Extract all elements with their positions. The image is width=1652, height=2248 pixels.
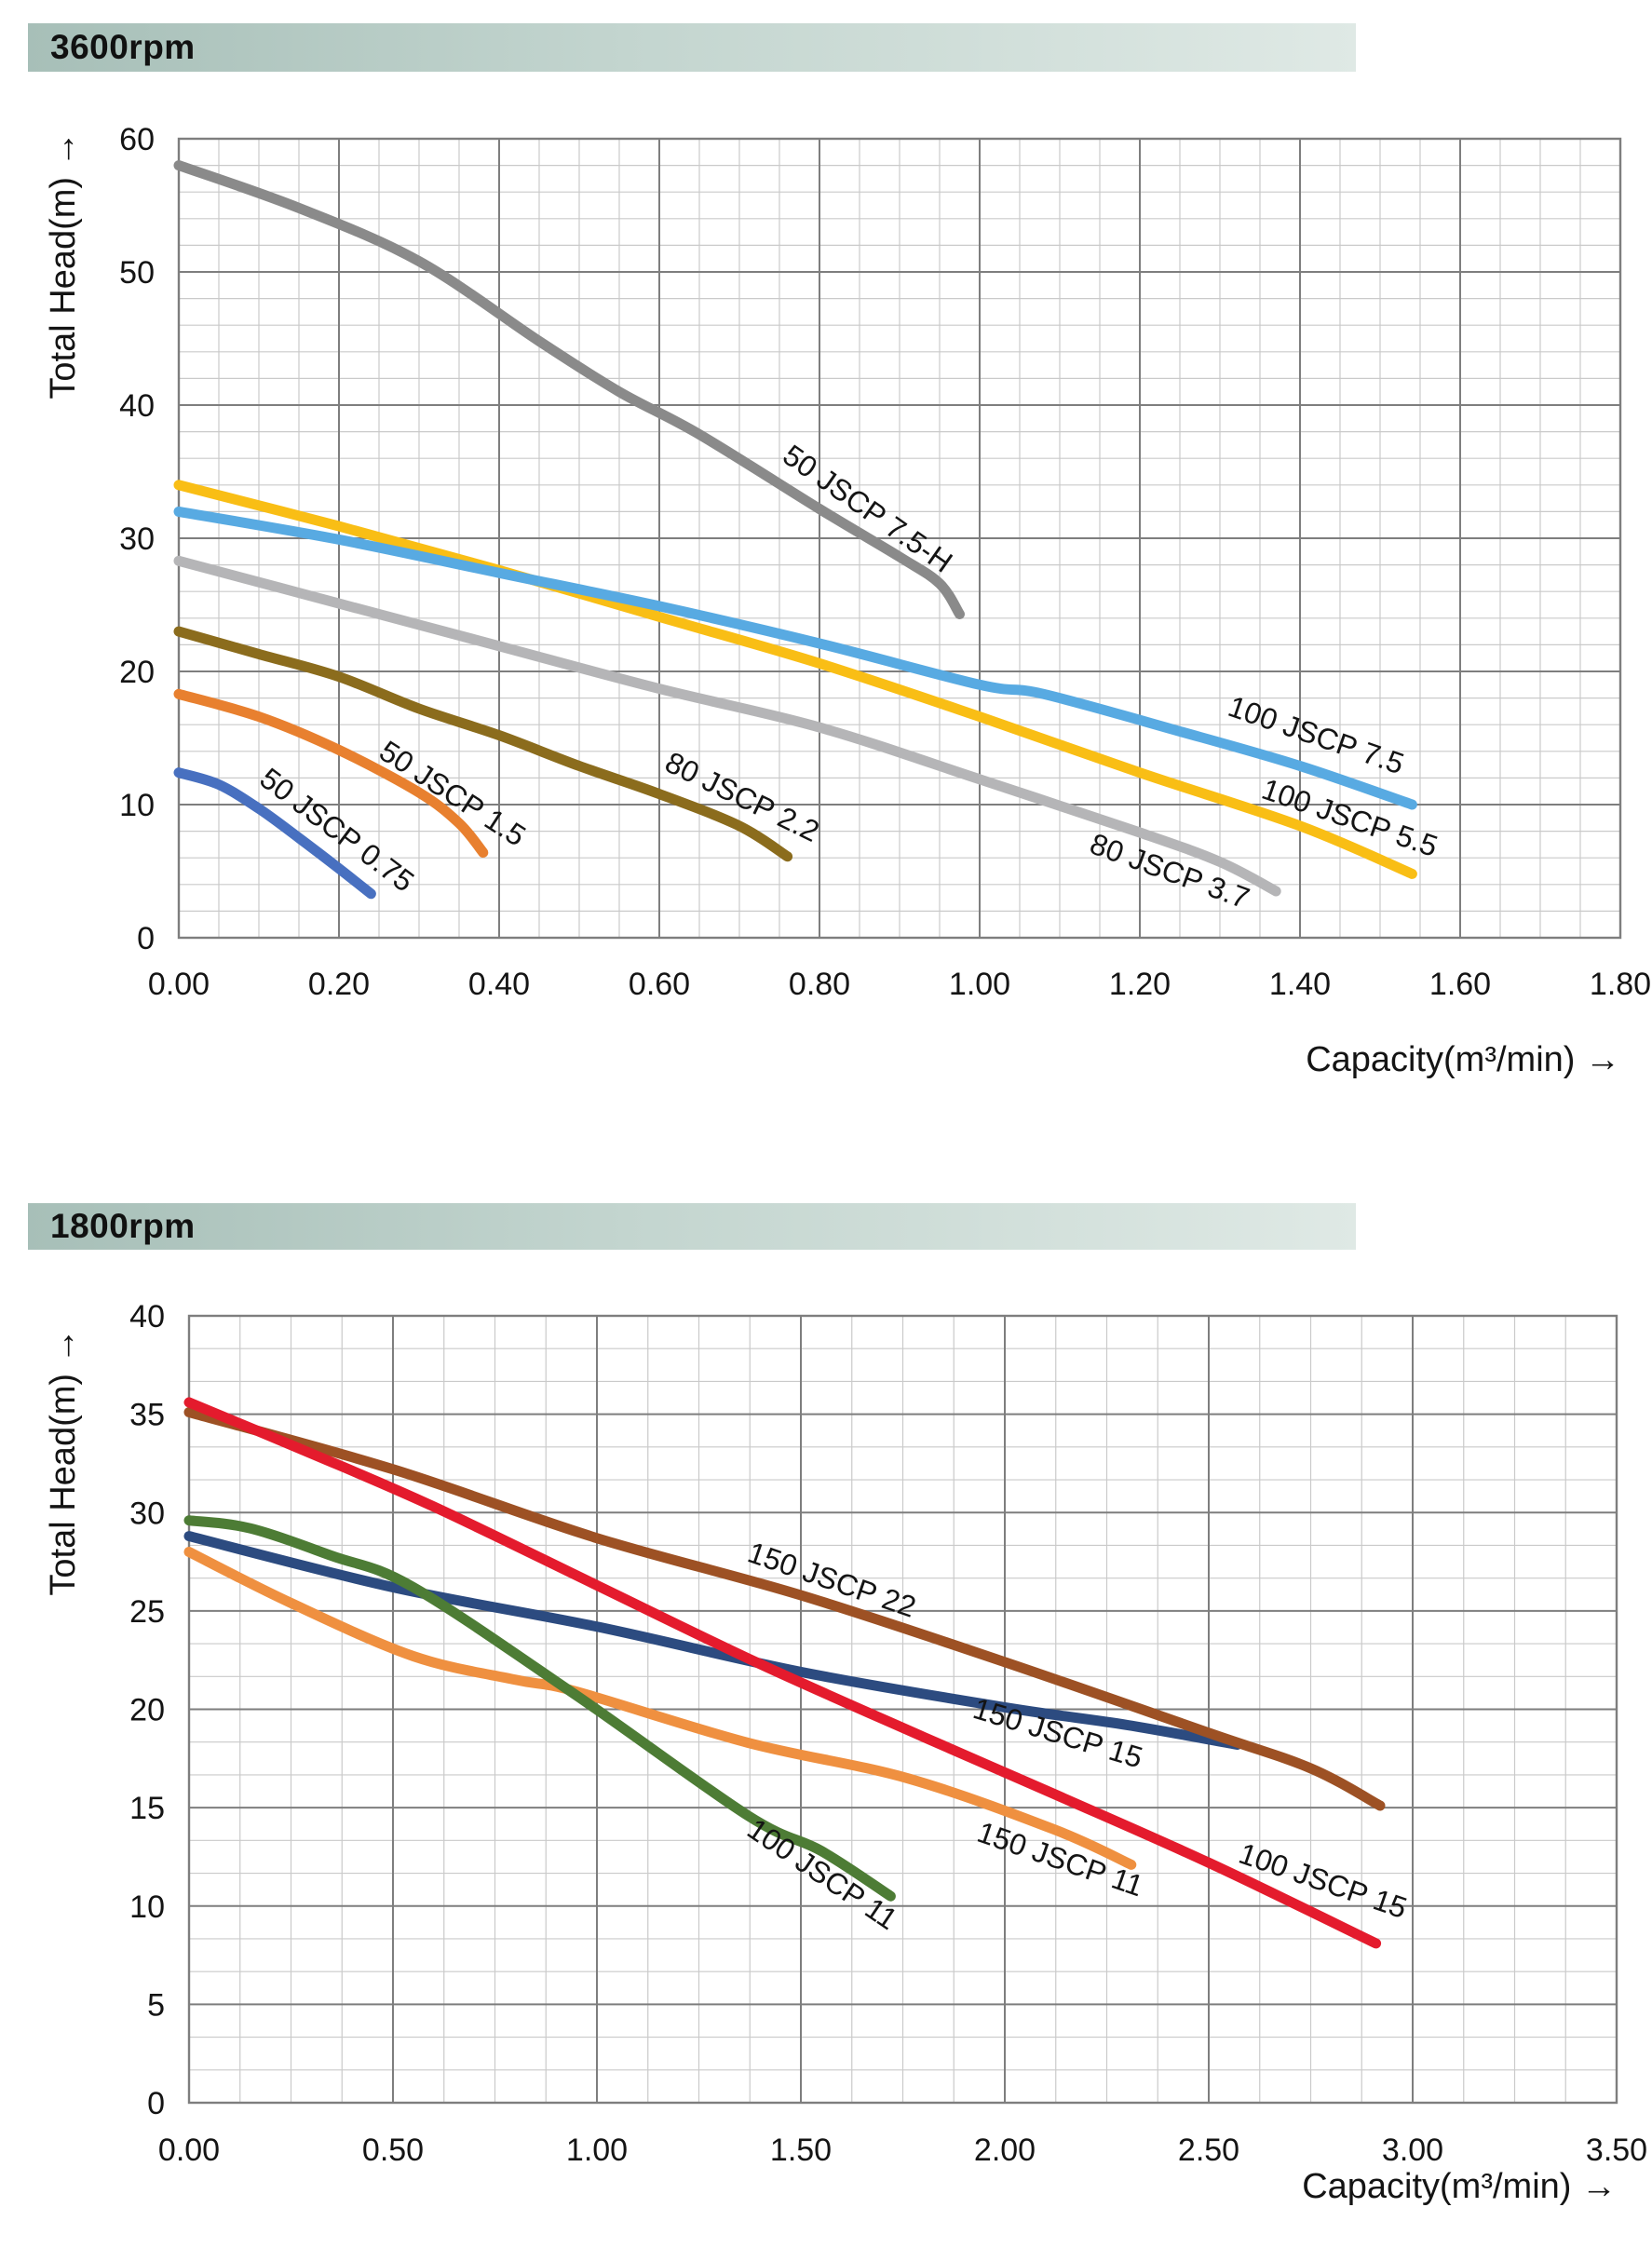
y-tick-label: 35	[129, 1397, 165, 1433]
curve-label-100-jscp-7-5: 100 JSCP 7.5	[1224, 689, 1409, 781]
curve-50-jscp-7-5-h	[179, 166, 960, 615]
y-tick-label: 5	[147, 1987, 165, 2024]
curve-label-150-jscp-22: 150 JSCP 22	[743, 1535, 921, 1624]
chart-3600rpm	[44, 122, 1651, 1079]
y-tick-label: 20	[129, 1692, 165, 1728]
curve-label-100-jscp-15: 100 JSCP 15	[1234, 1835, 1412, 1926]
x-tick-label: 1.60	[1429, 967, 1492, 1002]
x-tick-label: 2.50	[1177, 2133, 1240, 2168]
curve-label-80-jscp-3-7: 80 JSCP 3.7	[1085, 826, 1254, 915]
grid-1800rpm	[189, 1316, 1617, 2103]
x-tick-label: 0.00	[157, 2133, 221, 2168]
x-tick-label: 3.50	[1585, 2133, 1648, 2168]
curve-label-150-jscp-15: 150 JSCP 15	[968, 1691, 1147, 1775]
x-tick-label: 1.80	[1589, 967, 1652, 1002]
y-axis-title: Total Head(m) →	[44, 131, 83, 399]
section-header-1800rpm-label: 1800rpm	[50, 1207, 196, 1245]
y-tick-label: 0	[137, 921, 155, 956]
chart-1800rpm	[44, 1299, 1647, 2206]
curve-label-80-jscp-2-2: 80 JSCP 2.2	[659, 745, 825, 848]
section-header-3600rpm-label: 3600rpm	[50, 28, 196, 66]
x-tick-label: 3.00	[1381, 2133, 1444, 2168]
x-tick-label: 1.20	[1108, 967, 1171, 1002]
y-tick-label: 30	[119, 521, 155, 557]
curve-label-100-jscp-11: 100 JSCP 11	[741, 1811, 904, 1937]
x-tick-label: 1.00	[565, 2133, 629, 2168]
x-tick-label: 0.20	[307, 967, 371, 1002]
x-tick-label: 1.40	[1268, 967, 1332, 1002]
x-tick-label: 0.50	[361, 2133, 425, 2168]
y-tick-label: 25	[129, 1593, 165, 1630]
x-tick-label: 1.50	[769, 2133, 833, 2168]
y-tick-label: 50	[119, 255, 155, 291]
curve-label-50-jscp-0-75: 50 JSCP 0.75	[253, 761, 421, 899]
x-tick-label: 0.60	[628, 967, 691, 1002]
y-tick-label: 15	[129, 1791, 165, 1827]
x-axis-title: Capacity(m³/min) →	[1306, 1040, 1620, 1079]
curve-label-100-jscp-5-5: 100 JSCP 5.5	[1257, 771, 1442, 863]
y-tick-label: 40	[129, 1299, 165, 1334]
y-axis-title: Total Head(m) →	[44, 1328, 83, 1596]
x-axis-title: Capacity(m³/min) →	[1302, 2167, 1617, 2206]
x-tick-label: 2.00	[973, 2133, 1036, 2168]
x-tick-label: 1.00	[948, 967, 1011, 1002]
y-tick-label: 30	[129, 1496, 165, 1532]
y-tick-label: 10	[119, 788, 155, 823]
y-tick-label: 10	[129, 1889, 165, 1925]
y-tick-label: 40	[119, 388, 155, 424]
curve-label-50-jscp-1-5: 50 JSCP 1.5	[373, 734, 532, 853]
y-tick-label: 60	[119, 122, 155, 157]
x-tick-label: 0.00	[147, 967, 210, 1002]
curve-label-50-jscp-7-5-h: 50 JSCP 7.5-H	[777, 438, 959, 579]
curve-label-150-jscp-11: 150 JSCP 11	[973, 1814, 1148, 1903]
x-tick-label: 0.40	[467, 967, 531, 1002]
y-tick-label: 0	[147, 2086, 165, 2121]
x-tick-label: 0.80	[788, 967, 851, 1002]
series-3600rpm	[179, 166, 1442, 915]
y-tick-label: 20	[119, 655, 155, 690]
